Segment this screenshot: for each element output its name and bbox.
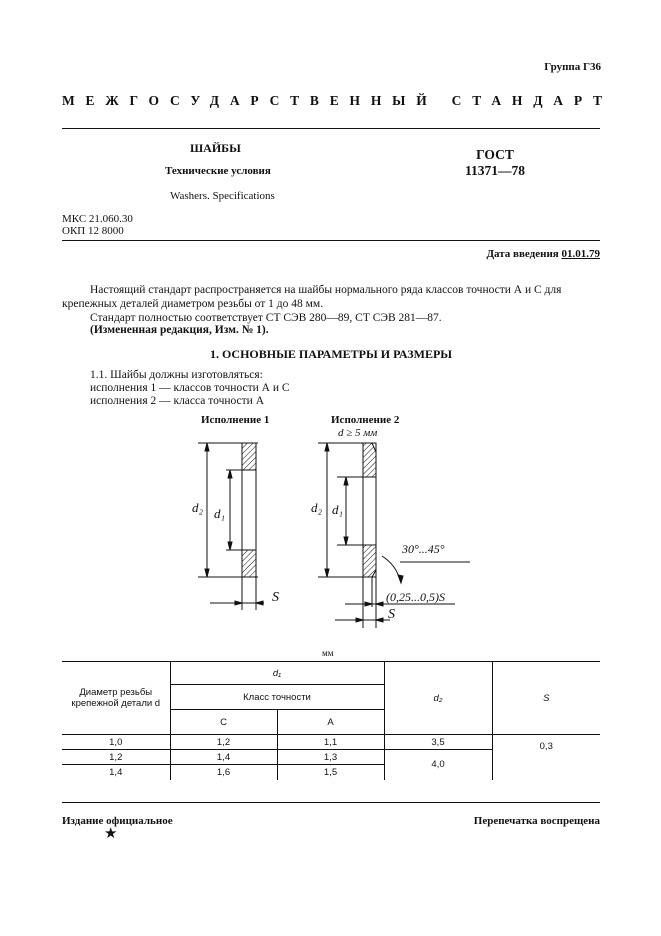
date-label: Дата введения xyxy=(486,248,559,260)
col-header-c: С xyxy=(170,710,277,735)
reprint-prohibited: Перепечатка воспрещена xyxy=(473,815,600,827)
cell-d2: 3,5 xyxy=(384,735,492,750)
cell-d: 1,0 xyxy=(62,735,170,750)
cell-c: 1,4 xyxy=(170,750,277,765)
unit-label: мм xyxy=(322,648,334,658)
col-header-class: Класс точности xyxy=(170,685,384,710)
cell-d: 1,4 xyxy=(62,765,170,780)
cell-a: 1,1 xyxy=(277,735,384,750)
washer-1-section-top xyxy=(242,443,256,470)
gost-number: 11371—78 xyxy=(465,163,526,178)
col-header-d1: d₁ xyxy=(170,662,384,685)
washer-2-section-bottom xyxy=(363,545,376,577)
figure-exec-1-label: Исполнение 1 xyxy=(201,414,270,426)
intro-paragraph-1: Настоящий стандарт распространяется на шайбы нормального ряда классов точности А и С для крепежных деталей диаметром резьбы от 1 до 48 мм. xyxy=(62,284,562,310)
col-header-a: А xyxy=(277,710,384,735)
doc-subtitle: Технические условия xyxy=(165,165,271,177)
doc-subtitle-en: Washers. Specifications xyxy=(170,190,275,202)
d1-label-1: d₁ xyxy=(214,506,226,521)
amendment-note: (Измененная редакция, Изм. № 1). xyxy=(90,324,269,336)
figure-exec-2-label: Исполнение 2 xyxy=(331,414,400,426)
cell-c: 1,2 xyxy=(170,735,277,750)
footer-rule xyxy=(62,802,600,803)
section-title: 1. ОСНОВНЫЕ ПАРАМЕТРЫ И РАЗМЕРЫ xyxy=(209,347,453,361)
doc-title: ШАЙБЫ xyxy=(190,141,241,155)
s-label-2: S xyxy=(388,607,395,622)
dimensions-table xyxy=(62,661,600,780)
d1-label-2: d₁ xyxy=(332,502,344,517)
chamfer-label: (0,25...0,5)S xyxy=(386,590,445,604)
cell-d2: 4,0 xyxy=(384,750,492,780)
group-code: Группа Г36 xyxy=(544,61,601,73)
cell-a: 1,3 xyxy=(277,750,384,765)
cell-a: 1,5 xyxy=(277,765,384,780)
angle-arc xyxy=(382,556,400,580)
d2-label-1: d₂ xyxy=(192,500,204,515)
washer-2-section-top xyxy=(363,443,376,477)
official-edition: Издание официальное xyxy=(62,815,173,827)
gost-label: ГОСТ xyxy=(476,147,514,162)
clause-1-1: 1.1. Шайбы должны изготовляться: xyxy=(90,369,263,381)
header-title: МЕЖГОСУДАРСТВЕННЫЙ СТАНДАРТ xyxy=(62,93,613,108)
d2-label-2: d₂ xyxy=(311,500,323,515)
okp-code: ОКП 12 8000 xyxy=(62,225,124,237)
cell-d: 1,2 xyxy=(62,750,170,765)
angle-label: 30°...45° xyxy=(402,542,445,556)
col-header-s: S xyxy=(492,662,600,735)
clause-exec-1: исполнения 1 — классов точности А и С xyxy=(90,382,290,394)
figure-exec-2-condition: d ≥ 5 мм xyxy=(338,427,378,439)
star-icon: ★ xyxy=(104,826,118,842)
mks-code: МКС 21.060.30 xyxy=(62,213,133,225)
clause-exec-2: исполнения 2 — класса точности А xyxy=(90,395,265,407)
cell-s: 0,3 xyxy=(492,735,600,780)
col-header-d2: d₂ xyxy=(384,662,492,735)
table-row xyxy=(62,735,600,750)
cell-c: 1,6 xyxy=(170,765,277,780)
s-label-1: S xyxy=(272,590,279,605)
col-header-thread: Диаметр резьбы крепежной детали d xyxy=(62,662,170,735)
intro-paragraph-2: Стандарт полностью соответствует СТ СЭВ 280—89, СТ СЭВ 281—87. xyxy=(90,312,442,324)
date-value: 01.01.79 xyxy=(561,248,600,260)
washer-1-section-bottom xyxy=(242,550,256,577)
